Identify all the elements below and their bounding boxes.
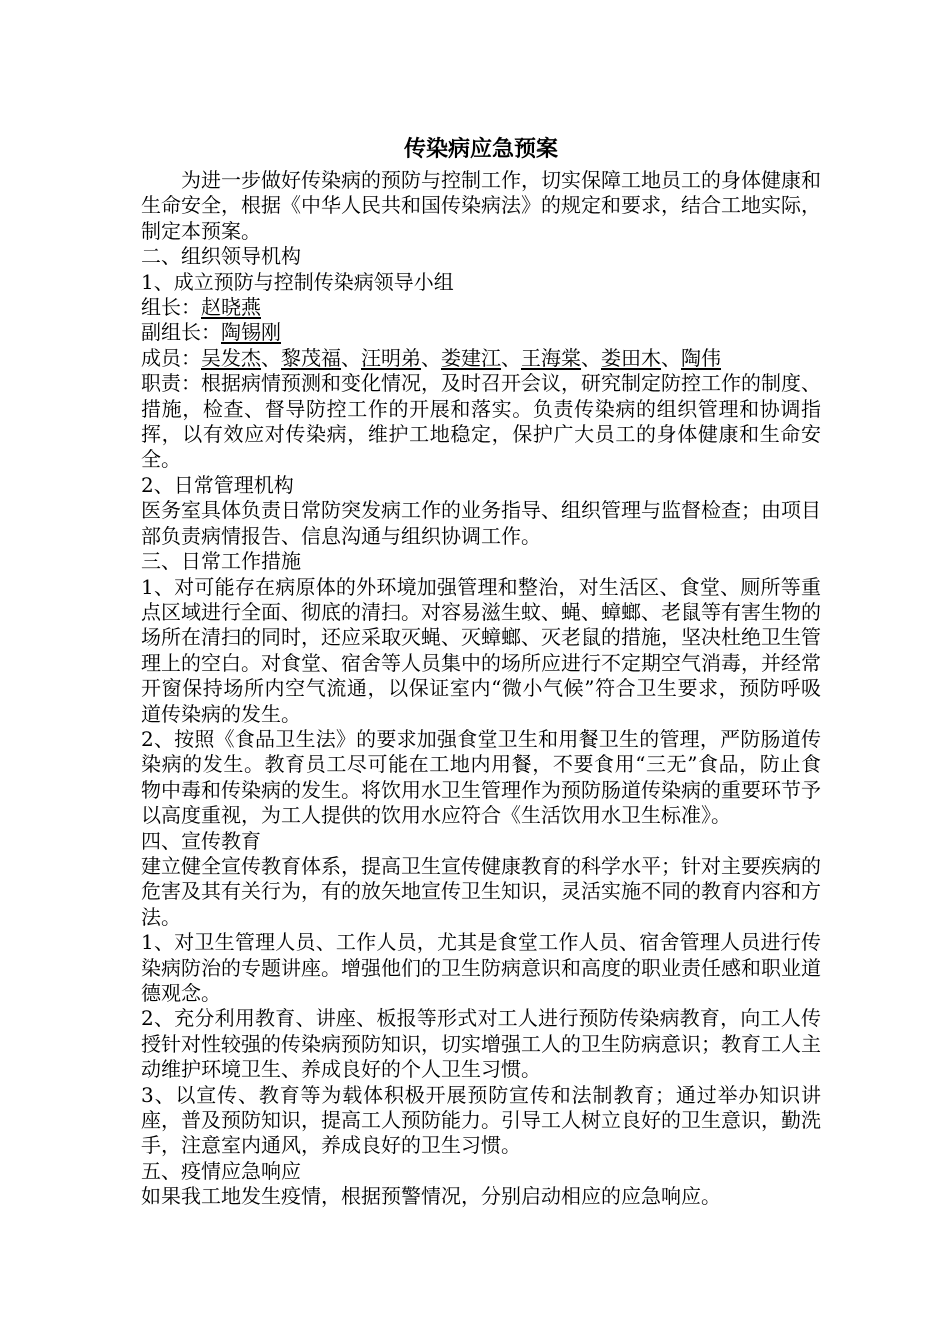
deputy-leader-label: 副组长： xyxy=(141,320,221,345)
member-name: 娄田木 xyxy=(601,345,661,370)
education-paragraph: 建立健全宣传教育体系，提高卫生宣传健康教育的科学水平；针对主要疾病的危害及其有关行为，有的放矢地宣传卫生知识，灵活实施不同的教育内容和方法。 xyxy=(141,853,821,929)
education-item-2: 2、充分利用教育、讲座、板报等形式对工人进行预防传染病教育，向工人传授针对性较强的传染病预防知识，切实增强工人的卫生防病意识；教育工人主动维护环境卫生、养成良好的个人卫生习惯。 xyxy=(141,1006,821,1082)
members-label: 成员： xyxy=(141,345,201,370)
section-heading-daily-measures: 三、日常工作措施 xyxy=(141,549,301,574)
measure-item-1: 1、对可能存在病原体的外环境加强管理和整治，对生活区、食堂、厕所等重点区域进行全面、彻底的清扫。对容易滋生蚊、蝇、蟑螂、老鼠等有害生物的场所在清扫的同时，还应采取灭蝇、灭蟑螂、灭老鼠的措施，坚决杜绝卫生管理上的空白。对食堂、宿舍等人员集中的场所应进行不定期空气消毒，并经常开窗保持场所内空气流通，以保证室内“微小气候”符合卫生要求，预防呼吸道传染病的发生。 xyxy=(141,574,821,726)
member-separator: 、 xyxy=(501,345,521,370)
emergency-response-paragraph: 如果我工地发生疫情，根据预警情况，分别启动相应的应急响应。 xyxy=(141,1184,721,1209)
member-name: 黎茂福 xyxy=(281,345,341,370)
member-name: 吴发杰 xyxy=(201,345,261,370)
group-leader-label: 组长： xyxy=(141,295,201,320)
member-name: 王海棠 xyxy=(521,345,581,370)
document-body xyxy=(141,134,821,1210)
section-heading-emergency-response: 五、疫情应急响应 xyxy=(141,1158,301,1183)
member-separator: 、 xyxy=(261,345,281,370)
member-separator: 、 xyxy=(581,345,601,370)
deputy-leader-name: 陶锡刚 xyxy=(221,320,281,345)
section-heading-education: 四、宣传教育 xyxy=(141,828,261,853)
group-leader-line xyxy=(141,295,821,320)
education-item-3: 3、以宣传、教育等为载体积极开展预防宣传和法制教育；通过举办知识讲座，普及预防知识，提高工人预防能力。引导工人树立良好的卫生意识，勤洗手，注意室内通风，养成良好的卫生习惯。 xyxy=(141,1082,821,1158)
member-separator: 、 xyxy=(421,345,441,370)
deputy-leader-line xyxy=(141,320,821,345)
subsection-leading-group: 1、成立预防与控制传染病领导小组 xyxy=(141,269,454,294)
education-item-1: 1、对卫生管理人员、工作人员，尤其是食堂工作人员、宿舍管理人员进行传染病防治的专题讲座。增强他们的卫生防病意识和高度的职业责任感和职业道德观念。 xyxy=(141,930,821,1005)
member-separator: 、 xyxy=(661,345,681,370)
daily-management-paragraph: 医务室具体负责日常防突发病工作的业务指导、组织管理与监督检查；由项目部负责病情报告、信息沟通与组织协调工作。 xyxy=(141,498,821,548)
subsection-daily-management: 2、日常管理机构 xyxy=(141,472,294,497)
document-title: 传染病应急预案 xyxy=(403,136,558,162)
section-heading-organization: 二、组织领导机构 xyxy=(141,244,301,269)
group-leader-name: 赵晓燕 xyxy=(201,295,261,320)
intro-paragraph: 为进一步做好传染病的预防与控制工作，切实保障工地员工的身体健康和生命安全，根据《中华人民共和国传染病法》的规定和要求，结合工地实际，制定本预案。 xyxy=(141,168,821,243)
duties-paragraph: 职责：根据病情预测和变化情况，及时召开会议，研究制定防控工作的制度、措施，检查、督导防控工作的开展和落实。负责传染病的组织管理和协调指挥，以有效应对传染病，维护工地稳定，保护广大员工的身体健康和生命安全。 xyxy=(141,371,821,472)
member-name: 娄建江 xyxy=(441,345,501,370)
measure-item-2: 2、按照《食品卫生法》的要求加强食堂卫生和用餐卫生的管理，严防肠道传染病的发生。教育员工尽可能在工地内用餐，不要食用“三无”食品，防止食物中毒和传染病的发生。将饮用水卫生管理作为预防肠道传染病的重要环节予以高度重视，为工人提供的饮用水应符合《生活饮用水卫生标准》。 xyxy=(141,726,821,828)
member-name: 陶伟 xyxy=(681,345,721,370)
member-separator: 、 xyxy=(341,345,361,370)
members-line xyxy=(141,346,821,371)
member-name: 汪明弟 xyxy=(361,345,421,370)
